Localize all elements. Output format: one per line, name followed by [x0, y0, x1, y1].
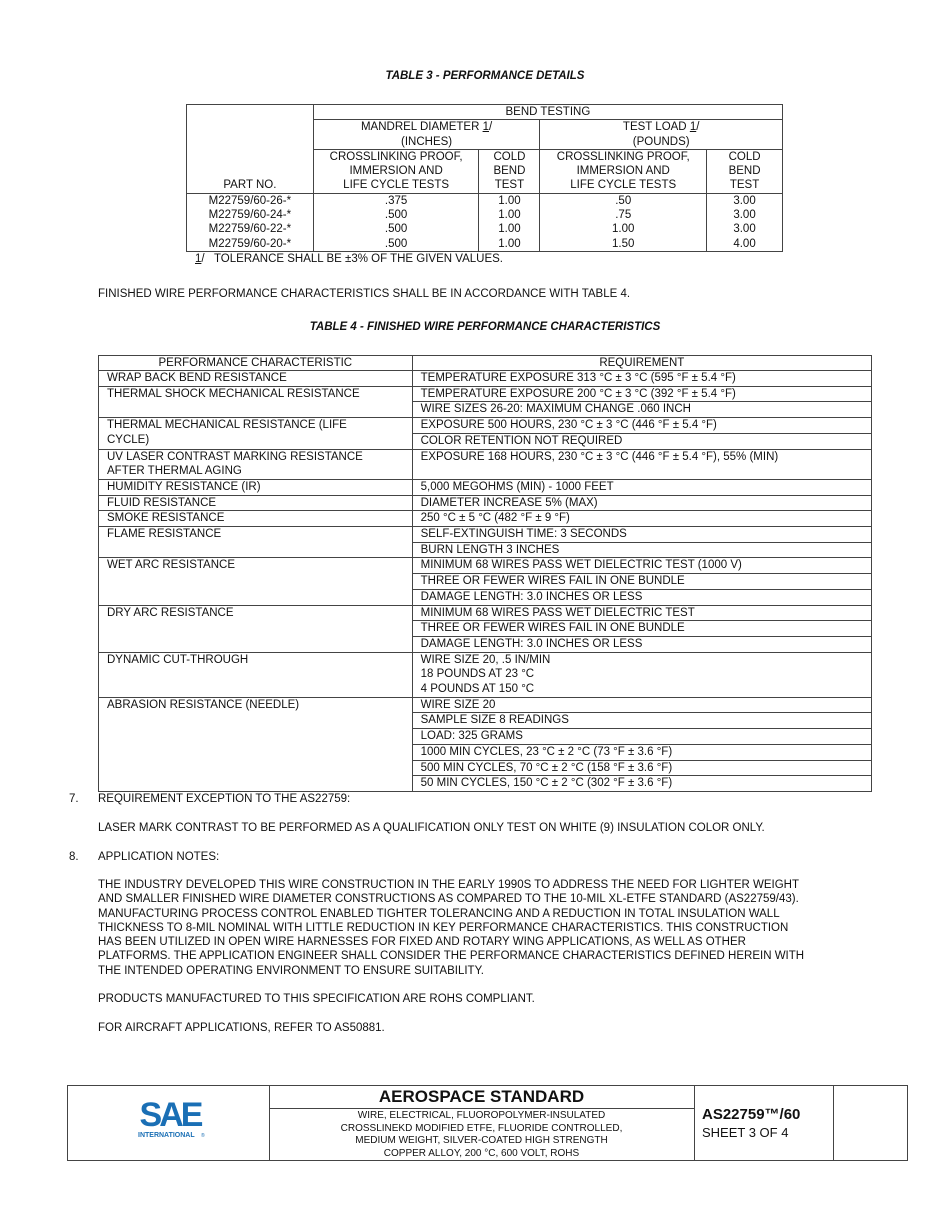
load-proof-header: CROSSLINKING PROOF, IMMERSION AND LIFE CYCLE TESTS [540, 149, 707, 193]
requirement-cell: DIAMETER INCREASE 5% (MAX) [412, 495, 871, 511]
table4-caption: TABLE 4 - FINISHED WIRE PERFORMANCE CHARACTERISTICS [309, 321, 661, 333]
requirement-cell: EXPOSURE 500 HOURS, 230 °C ± 3 °C (446 °F ± 5.4 °F) COLOR RETENTION NOT REQUIRED [412, 418, 871, 449]
characteristic-cell: UV LASER CONTRAST MARKING RESISTANCE AFTER THERMAL AGING [99, 449, 413, 479]
table-row [99, 558, 872, 605]
requirement-cell: SELF-EXTINGUISH TIME: 3 SECONDS BURN LENGTH 3 INCHES [412, 527, 871, 558]
table-row: M22759/60-22-* .500 1.00 1.00 3.00 [187, 222, 783, 236]
table-row [99, 652, 872, 697]
requirement-cell: EXPOSURE 168 HOURS, 230 °C ± 3 °C (446 °F ± 5.4 °F), 55% (MIN) [412, 449, 871, 479]
mandrel-cold-header: COLD BEND TEST [479, 149, 540, 193]
section8-paragraph: THE INDUSTRY DEVELOPED THIS WIRE CONSTRUCTION IN THE EARLY 1990S TO ADDRESS THE NEED FOR LIGHTER WEIGHT AND SMALLER FINISHED WIRE DIAMETER CONSTRUCTIONS AS COMPARED TO THE 10-MIL XL-ETFE STANDARD (AS22759/43). MANUFACTURING PROCESS CONTROL ENABLED TIGHTER TOLERANCING AND A REDUCTION IN TOTAL INSULATION WALL THICKNESS TO 8-MIL NOMINAL WITH LITTLE REDUCTION IN KEY PERFORMANCE CHARACTERISTICS. THIS CONSTRUCTION HAS BEEN UTILIZED IN OPEN WIRE HARNESSES FOR FIXED AND ROTARY WING APPLICATIONS, AS WELL AS OTHER PLATFORMS. THE APPLICATION ENGINEER SHALL CONSIDER THE PERFORMANCE CHARACTERISTICS DEFINED HEREIN WITH THE INTENDED OPERATING ENVIRONMENT TO ENSURE SUITABILITY. [98, 879, 805, 977]
characteristic-cell: WRAP BACK BEND RESISTANCE [99, 371, 413, 387]
table4 [98, 355, 872, 792]
characteristic-cell: THERMAL SHOCK MECHANICAL RESISTANCE [99, 386, 413, 417]
table-row [99, 449, 872, 479]
table-row [99, 371, 872, 387]
section7-number: 7. [69, 793, 79, 805]
characteristic-cell: THERMAL MECHANICAL RESISTANCE (LIFE CYCLE) [99, 418, 413, 449]
requirement-cell: TEMPERATURE EXPOSURE 200 °C ± 3 °C (392 °F ± 5.4 °F) WIRE SIZES 26-20: MAXIMUM CHANGE .060 INCH [412, 386, 871, 417]
table-row [99, 479, 872, 495]
sheet-number: SHEET 3 OF 4 [702, 1125, 789, 1140]
table-row: M22759/60-26-* .375 1.00 .50 3.00 [187, 193, 783, 208]
doc-number: AS22759™/60 [702, 1106, 801, 1123]
table-row: M22759/60-24-* .500 1.00 .75 3.00 [187, 208, 783, 222]
table3-caption: TABLE 3 - PERFORMANCE DETAILS [385, 70, 585, 82]
bend-testing-header: BEND TESTING [313, 105, 782, 120]
aircraft-note: FOR AIRCRAFT APPLICATIONS, REFER TO AS50881. [98, 1022, 385, 1034]
characteristic-cell: FLAME RESISTANCE [99, 527, 413, 558]
section7-title: REQUIREMENT EXCEPTION TO THE AS22759: [98, 793, 351, 805]
doc-number-cell [694, 1086, 834, 1160]
table-row [99, 697, 872, 791]
requirement-cell: MINIMUM 68 WIRES PASS WET DIELECTRIC TEST (1000 V) THREE OR FEWER WIRES FAIL IN ONE BUNDLE DAMAGE LENGTH: 3.0 INCHES OR LESS [412, 558, 871, 605]
table-row [99, 386, 872, 417]
mandrel-proof-header: CROSSLINKING PROOF, IMMERSION AND LIFE CYCLE TESTS [313, 149, 479, 193]
sae-logo-text: SAE [139, 1096, 201, 1134]
characteristic-cell: DRY ARC RESISTANCE [99, 605, 413, 652]
section8-number: 8. [69, 851, 79, 863]
requirement-cell: WIRE SIZE 20 SAMPLE SIZE 8 READINGS LOAD: 325 GRAMS 1000 MIN CYCLES, 23 °C ± 2 °C (73 °F ± 3.6 °F) 500 MIN CYCLES, 70 °C ± 2 °C (158 °F ± 3.6 °F) 50 MIN CYCLES, 150 °C ± 2 °C (302 °F ± 3.6 °F) [412, 697, 871, 791]
table-row [99, 495, 872, 511]
sae-logo-sub: INTERNATIONAL [138, 1132, 195, 1139]
requirement-header: REQUIREMENT [412, 356, 871, 371]
section8-title: APPLICATION NOTES: [98, 851, 220, 863]
footnote-ref: 1 [482, 121, 489, 134]
table-row [99, 418, 872, 449]
requirement-cell: MINIMUM 68 WIRES PASS WET DIELECTRIC TEST THREE OR FEWER WIRES FAIL IN ONE BUNDLE DAMAGE LENGTH: 3.0 INCHES OR LESS [412, 605, 871, 652]
title-block [67, 1085, 908, 1161]
table-row: M22759/60-20-* .500 1.00 1.50 4.00 [187, 237, 783, 252]
part-no-header: PART NO. [187, 105, 314, 194]
requirement-cell: WIRE SIZE 20, .5 IN/MIN 18 POUNDS AT 23 °C 4 POUNDS AT 150 °C [412, 652, 871, 697]
characteristic-cell: ABRASION RESISTANCE (NEEDLE) [99, 697, 413, 791]
characteristic-cell: FLUID RESISTANCE [99, 495, 413, 511]
table4-intro: FINISHED WIRE PERFORMANCE CHARACTERISTICS SHALL BE IN ACCORDANCE WITH TABLE 4. [98, 288, 631, 300]
rohs-note: PRODUCTS MANUFACTURED TO THIS SPECIFICATION ARE ROHS COMPLIANT. [98, 993, 535, 1005]
sae-logo [138, 1096, 208, 1142]
table-row [99, 527, 872, 558]
requirement-cell: TEMPERATURE EXPOSURE 313 °C ± 3 °C (595 °F ± 5.4 °F) [412, 371, 871, 387]
characteristic-cell: WET ARC RESISTANCE [99, 558, 413, 605]
requirement-cell: 250 °C ± 5 °C (482 °F ± 9 °F) [412, 511, 871, 527]
table-row [99, 605, 872, 652]
svg-text:®: ® [201, 1133, 205, 1139]
standard-title: AEROSPACE STANDARD [269, 1086, 694, 1109]
characteristic-cell: DYNAMIC CUT-THROUGH [99, 652, 413, 697]
table-row [99, 511, 872, 527]
standard-description: WIRE, ELECTRICAL, FLUOROPOLYMER-INSULATED CROSSLINEKD MODIFIED ETFE, FLUORIDE CONTROLLED, MEDIUM WEIGHT, SILVER-COATED HIGH STRENGTH COPPER ALLOY, 200 °C, 600 VOLT, ROHS [340, 1110, 623, 1160]
footnote-ref: 1 [689, 121, 697, 134]
load-cold-header: COLD BEND TEST [707, 149, 783, 193]
logo-cell [68, 1086, 270, 1160]
characteristic-cell: HUMIDITY RESISTANCE (IR) [99, 479, 413, 495]
performance-characteristic-header: PERFORMANCE CHARACTERISTIC [99, 356, 413, 371]
mandrel-header: MANDREL DIAMETER 1/ (INCHES) [313, 120, 540, 150]
table3-footnote: 1/ TOLERANCE SHALL BE ±3% OF THE GIVEN VALUES. [195, 253, 503, 265]
requirement-cell: 5,000 MEGOHMS (MIN) - 1000 FEET [412, 479, 871, 495]
table3 [186, 104, 783, 252]
characteristic-cell: SMOKE RESISTANCE [99, 511, 413, 527]
section7-text: LASER MARK CONTRAST TO BE PERFORMED AS A QUALIFICATION ONLY TEST ON WHITE (9) INSULATION COLOR ONLY. [98, 822, 765, 834]
standard-cell [269, 1086, 695, 1160]
test-load-header: TEST LOAD 1/ (POUNDS) [540, 120, 783, 150]
